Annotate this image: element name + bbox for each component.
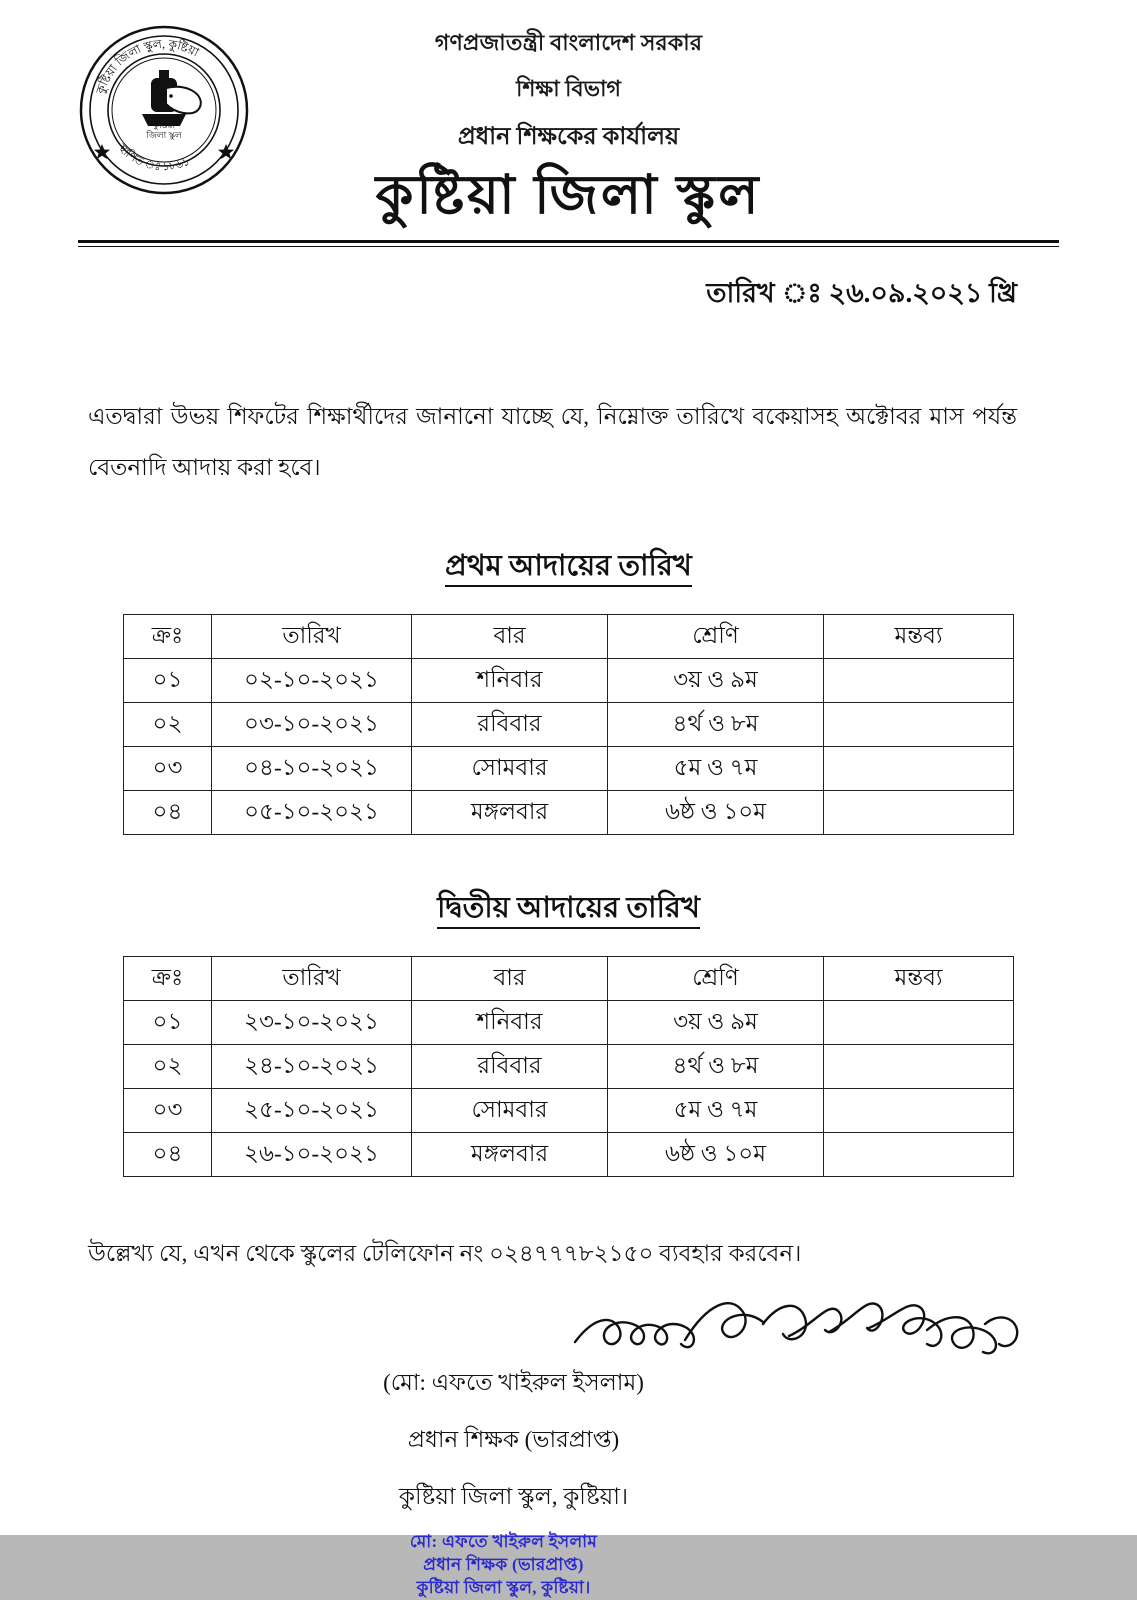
cell-day: মঙ্গলবার	[412, 1133, 608, 1177]
cell-serial: ০২	[124, 703, 212, 747]
cell-serial: ০৪	[124, 1133, 212, 1177]
section-heading-2	[0, 885, 1137, 934]
column-header-remarks: মন্তব্য	[824, 957, 1014, 1001]
department-line: শিক্ষা বিভাগ	[516, 76, 621, 101]
body-paragraph: এতদ্বারা উভয় শিফটের শিক্ষার্থীদের জানানো যাচ্ছে যে, নিম্নোক্ত তারিখে বকেয়াসহ অক্টোবর মাস পর্যন্ত বেতনাদি আদায় করা হবে।	[88, 404, 1017, 480]
column-header-date: তারিখ	[212, 957, 412, 1001]
cell-serial: ০৪	[124, 791, 212, 835]
signatory-name: (মো: এফতে খাইরুল ইসলাম)	[383, 1370, 644, 1396]
table-row	[124, 703, 1014, 747]
column-header-date: তারিখ	[212, 615, 412, 659]
section-heading-1-text: প্রথম আদায়ের তারিখ	[445, 550, 692, 587]
table-row	[124, 1045, 1014, 1089]
cell-serial: ০১	[124, 659, 212, 703]
column-header-remarks: মন্তব্য	[824, 615, 1014, 659]
cell-date: ০২-১০-২০২১	[212, 659, 412, 703]
cell-day: শনিবার	[412, 1001, 608, 1045]
schedule-table-1	[123, 614, 1014, 835]
table-row	[124, 1133, 1014, 1177]
table-header-row	[124, 615, 1014, 659]
column-header-class: শ্রেণি	[608, 957, 824, 1001]
stamp-line-3: কুষ্টিয়া জিলা স্কুল, কুষ্টিয়া।	[416, 1578, 591, 1598]
section-heading-2-text: দ্বিতীয় আদায়ের তারিখ	[437, 892, 700, 929]
official-stamp	[0, 1531, 1137, 1600]
government-line: গণপ্রজাতন্ত্রী বাংলাদেশ সরকার	[434, 30, 703, 55]
cell-remarks	[824, 1133, 1014, 1177]
document-date: তারিখ ঃ ২৬.০৯.২০২১ খ্রি	[706, 278, 1017, 309]
cell-class: ৬ষ্ঠ ও ১০ম	[608, 1133, 824, 1177]
svg-text:স্থাপিত ঃ ১৮৬১: স্থাপিত ঃ ১৮৬১	[115, 142, 192, 174]
cell-serial: ০১	[124, 1001, 212, 1045]
cell-date: ২৫-১০-২০২১	[212, 1089, 412, 1133]
column-header-serial: ক্রঃ	[124, 615, 212, 659]
office-line: প্রধান শিক্ষকের কার্যালয়	[457, 124, 680, 150]
signature-block	[0, 1284, 1137, 1517]
cell-day: সোমবার	[412, 1089, 608, 1133]
cell-day: মঙ্গলবার	[412, 791, 608, 835]
cell-date: ০৫-১০-২০২১	[212, 791, 412, 835]
handwritten-signature-icon	[567, 1284, 1027, 1370]
document-header	[0, 0, 1137, 247]
column-header-day: বার	[412, 957, 608, 1001]
cell-date: ২৪-১০-২০২১	[212, 1045, 412, 1089]
cell-date: ০৩-১০-২০২১	[212, 703, 412, 747]
cell-date: ২৩-১০-২০২১	[212, 1001, 412, 1045]
cell-day: সোমবার	[412, 747, 608, 791]
cell-class: ৩য় ও ৯ম	[608, 659, 824, 703]
cell-serial: ০৩	[124, 747, 212, 791]
stamp-line-1: মো: এফতে খাইরুল ইসলাম	[409, 1532, 598, 1552]
svg-text:কুষ্টিয়া জিলা স্কুল, কুষ্টিয়: কুষ্টিয়া জিলা স্কুল, কুষ্টিয়া	[93, 36, 202, 96]
schedule-table-2	[123, 956, 1014, 1177]
cell-remarks	[824, 747, 1014, 791]
table-row	[124, 1001, 1014, 1045]
school-title: কুষ্টিয়া জিলা স্কুল	[375, 165, 762, 225]
column-header-serial: ক্রঃ	[124, 957, 212, 1001]
table-row	[124, 1089, 1014, 1133]
cell-remarks	[824, 703, 1014, 747]
cell-day: রবিবার	[412, 1045, 608, 1089]
column-header-class: শ্রেণি	[608, 615, 824, 659]
stamp-line-2: প্রধান শিক্ষক (ভারপ্রাপ্ত)	[423, 1555, 584, 1575]
cell-date: ০৪-১০-২০২১	[212, 747, 412, 791]
cell-remarks	[824, 1001, 1014, 1045]
table-row	[124, 659, 1014, 703]
cell-date: ২৬-১০-২০২১	[212, 1133, 412, 1177]
cell-serial: ০২	[124, 1045, 212, 1089]
table-header-row	[124, 957, 1014, 1001]
table-row	[124, 747, 1014, 791]
section-heading-1	[0, 543, 1137, 592]
signatory-role: প্রধান শিক্ষক (ভারপ্রাপ্ত)	[407, 1427, 620, 1453]
svg-text:জিলা স্কুল: জিলা স্কুল	[146, 130, 182, 140]
telephone-note: উল্লেখ্য যে, এখন থেকে স্কুলের টেলিফোন নং ০২৪৭৭৭৮২১৫০ ব্যবহার করবেন।	[88, 1241, 802, 1267]
cell-remarks	[824, 791, 1014, 835]
cell-class: ৪র্থ ও ৮ম	[608, 1045, 824, 1089]
cell-class: ৫ম ও ৭ম	[608, 747, 824, 791]
school-seal-icon	[78, 24, 250, 196]
cell-class: ৩য় ও ৯ম	[608, 1001, 824, 1045]
cell-class: ৫ম ও ৭ম	[608, 1089, 824, 1133]
cell-serial: ০৩	[124, 1089, 212, 1133]
cell-remarks	[824, 659, 1014, 703]
table-row	[124, 791, 1014, 835]
cell-class: ৪র্থ ও ৮ম	[608, 703, 824, 747]
cell-day: শনিবার	[412, 659, 608, 703]
cell-remarks	[824, 1089, 1014, 1133]
cell-day: রবিবার	[412, 703, 608, 747]
cell-class: ৬ষ্ঠ ও ১০ম	[608, 791, 824, 835]
svg-text:কুষ্টিয়া: কুষ্টিয়া	[152, 120, 176, 130]
header-divider	[78, 240, 1059, 247]
signatory-school: কুষ্টিয়া জিলা স্কুল, কুষ্টিয়া।	[398, 1484, 629, 1510]
column-header-day: বার	[412, 615, 608, 659]
cell-remarks	[824, 1045, 1014, 1089]
